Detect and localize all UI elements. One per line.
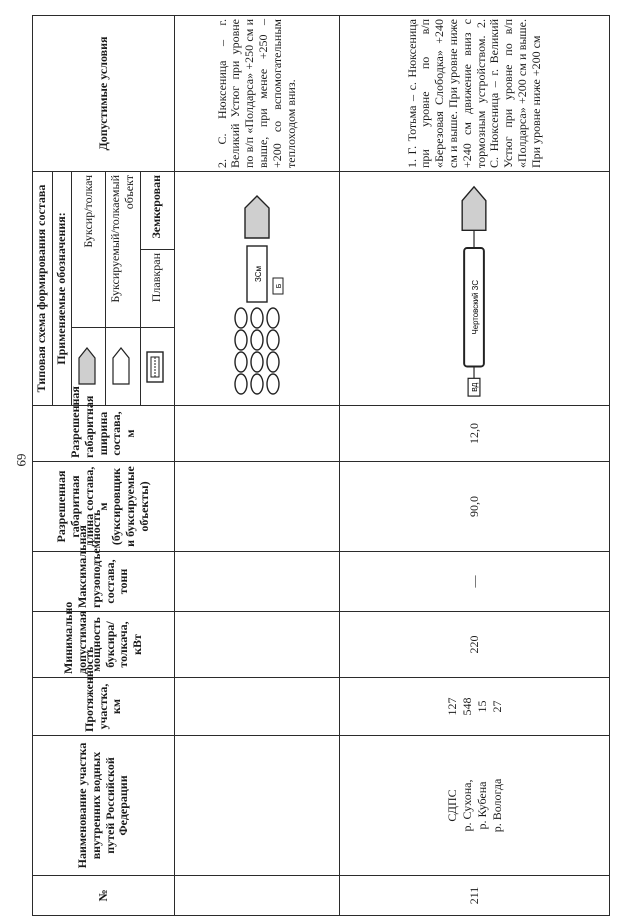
dredger-convoy-diagram <box>227 179 287 399</box>
row-conditions: 2. С. Нюксеница – г. Великий Устюг при уровне по в/п «Полдарса» +250 см и выше, при менее +250 – +200 со вспомогательным теплоходом вниз. <box>175 16 340 172</box>
legend-label: Буксир/толкач <box>72 172 106 328</box>
row-conditions: 1. Г. Тотьма – с. Нюксеница при уровне по в/п «Березовая Слободка» +240 см и выше. При уровне ниже +240 см движение вниз с тормозным устройством. 2. С. Нюксеница – г. Великий Устюг при уровне по в/п «Полдарса» +200 см и выше. При уровне ниже +200 см <box>340 16 610 172</box>
row-length <box>175 678 340 736</box>
legend-label: Буксируемый/толкаемый объект <box>106 172 140 328</box>
legend-label: Плавкран <box>140 250 174 328</box>
header-no: № <box>33 876 175 916</box>
header-row <box>33 16 53 916</box>
tug-icon <box>75 345 99 389</box>
row-number: 211 <box>340 876 610 916</box>
row-allowed-width <box>175 406 340 462</box>
tow-convoy-diagram <box>450 175 500 402</box>
legend-icon-cell <box>106 328 140 406</box>
table-row <box>340 16 610 916</box>
section-name: р. Вологда <box>489 778 504 833</box>
towed-object-label: Чертовский ЗС <box>470 279 480 335</box>
row-scheme <box>175 172 340 406</box>
legend-icon-cell <box>140 328 174 406</box>
header-conditions: Допустимые условия <box>33 16 175 172</box>
row-scheme <box>340 172 610 406</box>
tug-small-label: ВД <box>471 382 479 392</box>
row-min-power: 220 <box>340 612 610 678</box>
row-allowed-length: 90,0 <box>340 462 610 552</box>
row-length <box>340 678 610 736</box>
legend-title: Применяемые обозначения: <box>52 172 72 406</box>
floating-crane-icon <box>143 345 167 389</box>
towed-object-icon <box>109 345 133 389</box>
header-scheme: Типовая схема формирования состава <box>33 172 53 406</box>
row-min-power <box>175 612 340 678</box>
row-allowed-length <box>175 462 340 552</box>
header-section-name: Наименование участка внутренних водных путей Российской Федерации <box>33 736 175 876</box>
header-length: Протяженность участка, км <box>33 678 175 736</box>
legend-label: Земкерован <box>140 172 174 250</box>
row-section <box>175 736 340 876</box>
row-section <box>340 736 610 876</box>
section-length: 548 <box>459 697 474 716</box>
section-length: 27 <box>489 700 504 713</box>
row-number <box>175 876 340 916</box>
table-row <box>175 16 340 916</box>
section-length: 127 <box>444 697 459 716</box>
section-length: 15 <box>474 700 489 713</box>
header-min-power: Минимально допустимая мощность буксира/толкача, кВт <box>33 612 175 678</box>
convoy-regulation-table <box>32 15 610 916</box>
header-allowed-length: Разрешенная габаритная длина состава, м (буксировщик и буксируемые объекты) <box>33 462 175 552</box>
section-name: СДПС <box>444 789 459 822</box>
header-max-tonnage: Максимальная грузоподъемность состава, тонн <box>33 552 175 612</box>
section-name: р. Кубена <box>474 781 489 830</box>
section-name: р. Сухона, <box>459 779 474 832</box>
tug-small-label: Б <box>276 284 283 289</box>
header-allowed-width: Разрешенная габаритная ширина состава, м <box>33 406 175 462</box>
page-number: 69 <box>14 453 29 467</box>
dredger-label: ЗСм <box>254 266 263 283</box>
row-max-tonnage <box>175 552 340 612</box>
rotated-table-page <box>32 16 610 916</box>
row-max-tonnage: — <box>340 552 610 612</box>
row-allowed-width: 12,0 <box>340 406 610 462</box>
